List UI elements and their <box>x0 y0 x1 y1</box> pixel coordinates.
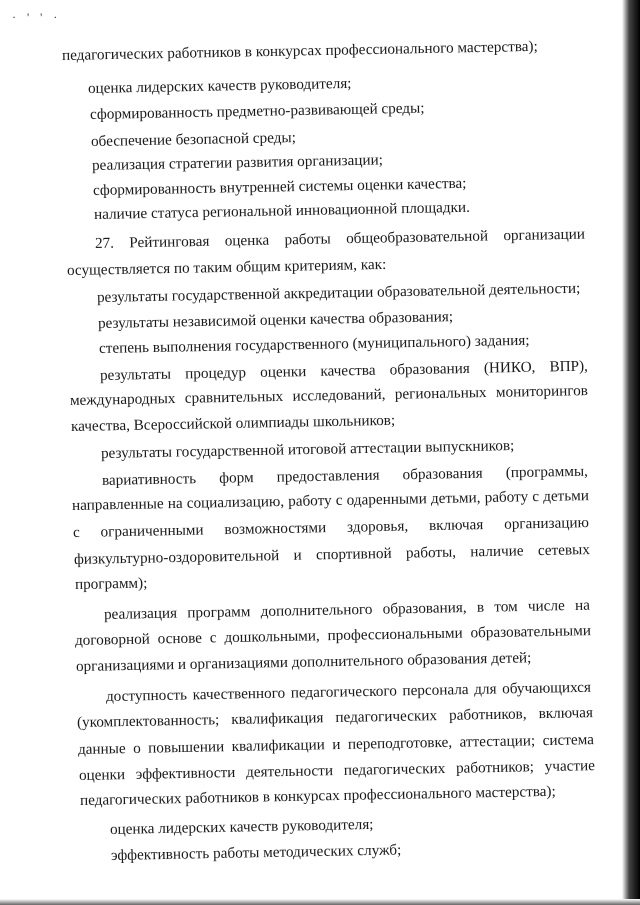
text-line: договорной основе с дошкольными, профессиональными образовательными <box>74 622 592 649</box>
text-line: сформированность внутренней системы оценки качества; <box>92 174 467 199</box>
text-line: физкультурно-оздоровительной и спортивной работы, наличие сетевых <box>73 541 591 568</box>
text-line: эффективность работы методических служб; <box>110 841 402 864</box>
text-line: направленные на социализацию, работу с одаренными детьми, работу с детьми <box>71 487 590 514</box>
text-line: 27. Рейтинговая оценка работы общеобразовательной организации <box>94 225 586 252</box>
text-line: результаты процедур оценки качества образования (НИКО, ВПР), <box>99 357 589 384</box>
scan-specks: · ' ' · <box>12 10 62 24</box>
text-line: реализация стратегии развития организации; <box>91 151 384 174</box>
text-line: (укомплектованность; квалификация педагогических работников, включая <box>76 704 594 731</box>
text-line: доступность качественного педагогического персонала для обучающихся <box>105 678 592 705</box>
text-line: оценки эффективности деятельности педагогических работников; участие <box>78 757 596 784</box>
text-line: наличие статуса региональной инновационной площадки. <box>93 198 471 223</box>
text-line: реализация программ дополнительного образования, в том числе на <box>103 596 591 623</box>
text-line: с ограниченными возможностями здоровья, включая организацию <box>72 514 590 541</box>
text-line: международных сравнительных исследований, региональных мониторингов <box>69 382 589 409</box>
text-line: оценка лидерских качеств руководителя; <box>87 74 352 97</box>
text-line: обеспечение безопасной среды; <box>90 129 297 150</box>
text-line: осуществляется по таким общим критериям, как: <box>66 255 387 279</box>
text-line: результаты государственной итоговой аттестации выпускников; <box>100 437 515 462</box>
scan-shadow-edge <box>622 0 640 905</box>
text-line: степень выполнения государственного (муниципального) задания; <box>98 331 530 357</box>
text-line: данные о повышении квалификации и переподготовке, аттестации; система <box>77 731 595 758</box>
text-line: организациями и организациями дополнительного образования детей; <box>75 649 532 675</box>
text-line: педагогических работников в конкурсах профессионального мастерства); <box>61 37 538 64</box>
text-line: результаты государственной аккредитации образовательной деятельности; <box>96 279 581 306</box>
scan-bottom-edge <box>0 899 640 905</box>
text-line: сформированность предметно-развивающей среды; <box>89 99 425 123</box>
text-line: оценка лидерских качеств руководителя; <box>109 815 374 838</box>
text-line: качества, Всероссийской олимпиады школьников; <box>70 411 396 435</box>
text-line: результаты независимой оценки качества образования; <box>97 308 454 332</box>
text-line: вариативность форм предоставления образования (программы, <box>101 462 589 489</box>
text-line: педагогических работников в конкурсах профессионального мастерства); <box>79 782 556 809</box>
text-line: программ); <box>74 574 148 593</box>
